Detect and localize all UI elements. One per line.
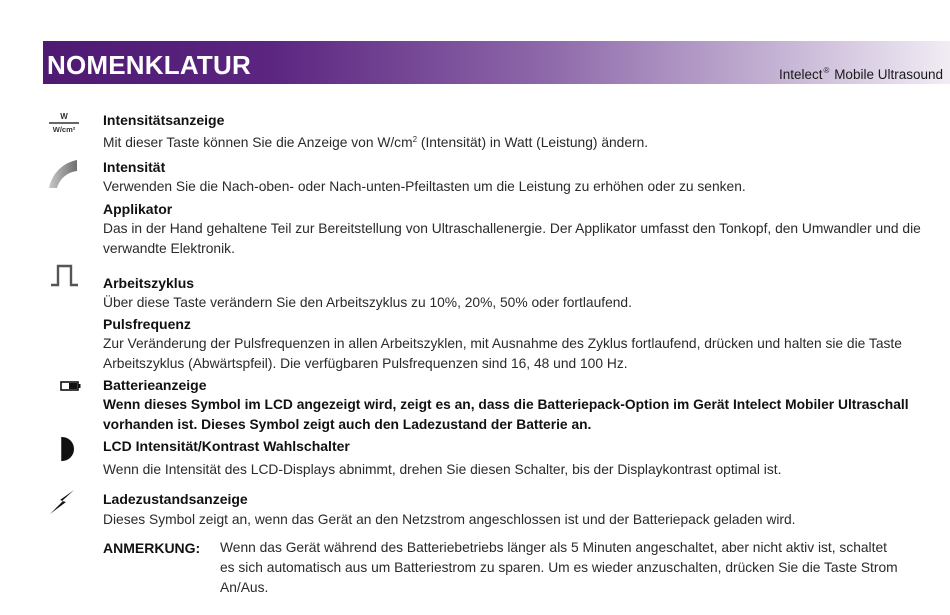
entry-title: Applikator (103, 201, 173, 217)
pulse-icon (49, 262, 81, 288)
wcm-icon-bottom: W/cm² (52, 125, 76, 134)
half-circle-contrast-icon (56, 436, 80, 462)
entry-charge-status (103, 489, 933, 530)
product-name (779, 66, 943, 82)
entry-duty-cycle (103, 273, 933, 313)
header-banner (43, 41, 950, 84)
entry-intensity (103, 157, 933, 197)
entry-title: Intensität (103, 159, 166, 175)
registered-mark: ® (823, 66, 830, 75)
battery-icon (60, 380, 82, 392)
entry-text: Wenn die Intensität des LCD-Displays abnimmt, drehen Sie diesen Schalter, bis der Displaykontrast optimal ist. (103, 462, 782, 477)
entry-title: Pulsfrequenz (103, 316, 191, 332)
product-suffix: Mobile Ultrasound (834, 67, 943, 82)
note-text: Wenn das Gerät während des Batteriebetriebs länger als 5 Minuten angeschaltet, aber nicht aktiv ist, schaltet es sich automatisch aus um Batteriestrom zu sparen. Um es wieder anzuschalten, drücken Sie die Taste Strom An/Aus. (220, 540, 898, 595)
wcm-icon-bar (49, 122, 79, 124)
entry-title: Arbeitszyklus (103, 275, 195, 291)
entry-text: Mit dieser Taste können Sie die Anzeige von $W/cm^2$ (Intensität) in Watt (Leistung) ändern. (103, 135, 649, 150)
entry-intensity-display (103, 110, 933, 153)
watt-per-cm2-icon (46, 112, 82, 138)
page-title: NOMENKLATUR (47, 50, 251, 80)
entry-battery (103, 375, 933, 435)
entry-text: Wenn dieses Symbol im LCD angezeigt wird, zeigt es an, dass die Batteriepack-Option im Gerät Intelect Mobiler Ultraschall vorhanden ist. Dieses Symbol zeigt auch den Ladezustand der Batterie an. (103, 397, 909, 432)
entry-applicator (103, 199, 933, 259)
intensity-wedge-icon (46, 158, 80, 190)
entry-pulse-frequency (103, 314, 933, 374)
entry-title: Ladezustandsanzeige (103, 491, 248, 507)
lightning-plug-icon (48, 489, 76, 515)
entry-text: Das in der Hand gehaltene Teil zur Bereitstellung von Ultraschallenergie. Der Applikator umfasst den Tonkopf, den Umwandler und die verwandte Elektronik. (103, 221, 921, 256)
product-prefix: Intelect (778, 67, 823, 82)
entry-title: Batterieanzeige (103, 377, 207, 393)
entry-text: Dieses Symbol zeigt an, wenn das Gerät an den Netzstrom angeschlossen ist und der Batteriepack geladen wird. (103, 512, 796, 527)
entry-title: Intensitätsanzeige (103, 112, 225, 128)
entry-title: LCD Intensität/Kontrast Wahlschalter (103, 438, 350, 454)
entry-text: Verwenden Sie die Nach-oben- oder Nach-unten-Pfeiltasten um die Leistung zu erhöhen oder zu senken. (103, 179, 746, 194)
note-label: ANMERKUNG: (103, 540, 201, 556)
entry-lcd-contrast (103, 436, 933, 480)
entry-text: Zur Veränderung der Pulsfrequenzen in allen Arbeitszyklen, mit Ausnahme des Zyklus fortlaufend, drücken und halten sie die Taste Arbeitszyklus (Abwärtspfeil). Die verfügbaren Pulsfrequenzen sind 16, 48 und 100 Hz. (103, 336, 902, 371)
wcm-icon-top: W (60, 112, 68, 121)
entry-text: Über diese Taste verändern Sie den Arbeitszyklus zu 10%, 20%, 50% oder fortlaufend. (103, 295, 632, 310)
